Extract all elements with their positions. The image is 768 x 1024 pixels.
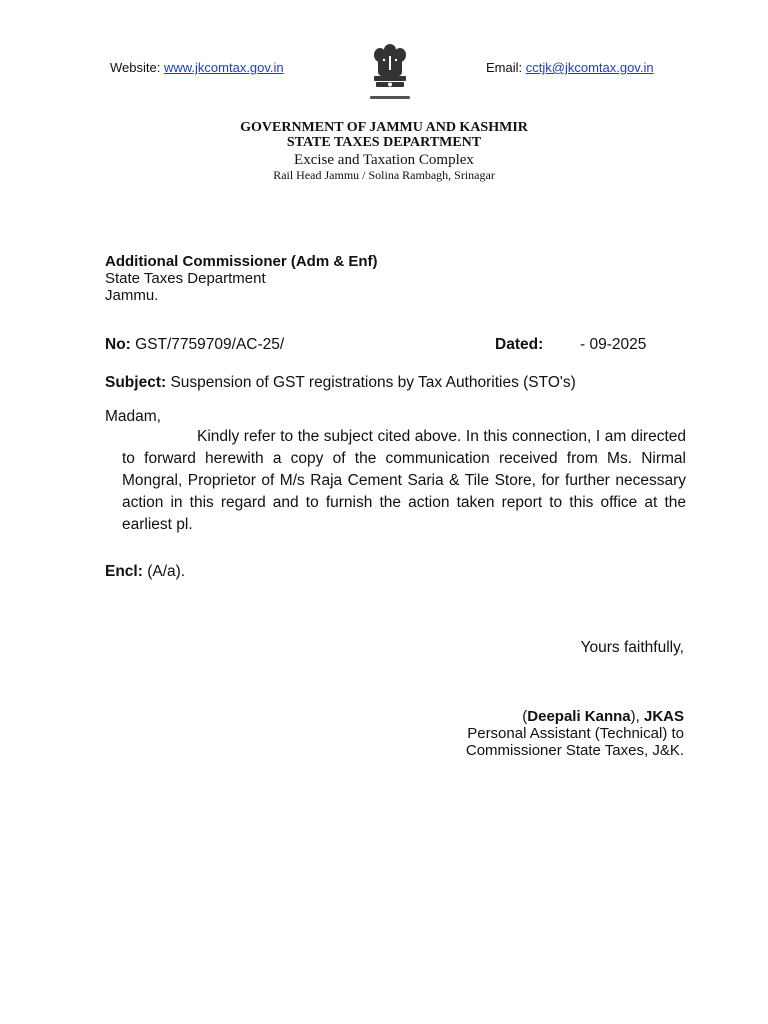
dated-label-text: Dated: — [495, 336, 544, 353]
reference-number-label: No: — [105, 336, 131, 353]
closing: Yours faithfully, — [580, 639, 684, 656]
recipient-title: Additional Commissioner (Adm & Enf) — [105, 253, 378, 270]
enclosure-line — [105, 563, 185, 581]
signatory-open-paren: ( — [522, 708, 528, 725]
office-address: Rail Head Jammu / Solina Rambagh, Srinagar — [273, 168, 495, 182]
website-line — [110, 60, 284, 75]
subject-line — [105, 374, 576, 392]
dated-value: - 09-2025 — [580, 336, 647, 353]
salutation: Madam, — [105, 408, 161, 425]
signatory-title-line2: Commissioner State Taxes, J&K. — [465, 742, 684, 759]
reference-number-value: GST/7759709/AC-25/ — [135, 336, 285, 353]
dated-label — [495, 336, 543, 354]
recipient-department: State Taxes Department — [105, 270, 266, 287]
email-link[interactable]: cctjk@jkcomtax.gov.in — [525, 60, 654, 75]
email-label: Email: — [486, 60, 523, 75]
complex-name: Excise and Taxation Complex — [294, 152, 474, 168]
national-emblem-icon — [362, 40, 418, 106]
signatory-name: Deepali Kanna — [527, 708, 631, 725]
website-link[interactable]: www.jkcomtax.gov.in — [163, 60, 284, 75]
email-line — [486, 60, 654, 75]
reference-number — [105, 336, 284, 354]
enclosure-label: Encl: — [105, 563, 143, 580]
enclosure-text: (A/a). — [147, 563, 186, 580]
signatory-name-line — [522, 708, 684, 725]
signatory-title-line1: Personal Assistant (Technical) to — [467, 725, 684, 742]
letter-body: Kindly refer to the subject cited above. In this connection, I am directed to forward herewith a copy of the communication received from Ms. Nirmal Mongral, Proprietor of M/s Raja Cement Saria & Tile Store, for further necessary action in this regard and to furnish the action taken report to this office at the earliest pl. — [122, 428, 686, 533]
signatory-close-paren: ), — [630, 708, 640, 725]
subject-label: Subject: — [105, 374, 167, 391]
government-heading: GOVERNMENT OF JAMMU AND KASHMIR — [240, 120, 528, 135]
recipient-city: Jammu. — [105, 287, 159, 304]
website-label: Website: — [110, 60, 161, 75]
department-heading: STATE TAXES DEPARTMENT — [286, 135, 482, 150]
subject-text: Suspension of GST registrations by Tax Authorities (STO's) — [170, 374, 576, 391]
signatory-service: JKAS — [643, 708, 684, 725]
